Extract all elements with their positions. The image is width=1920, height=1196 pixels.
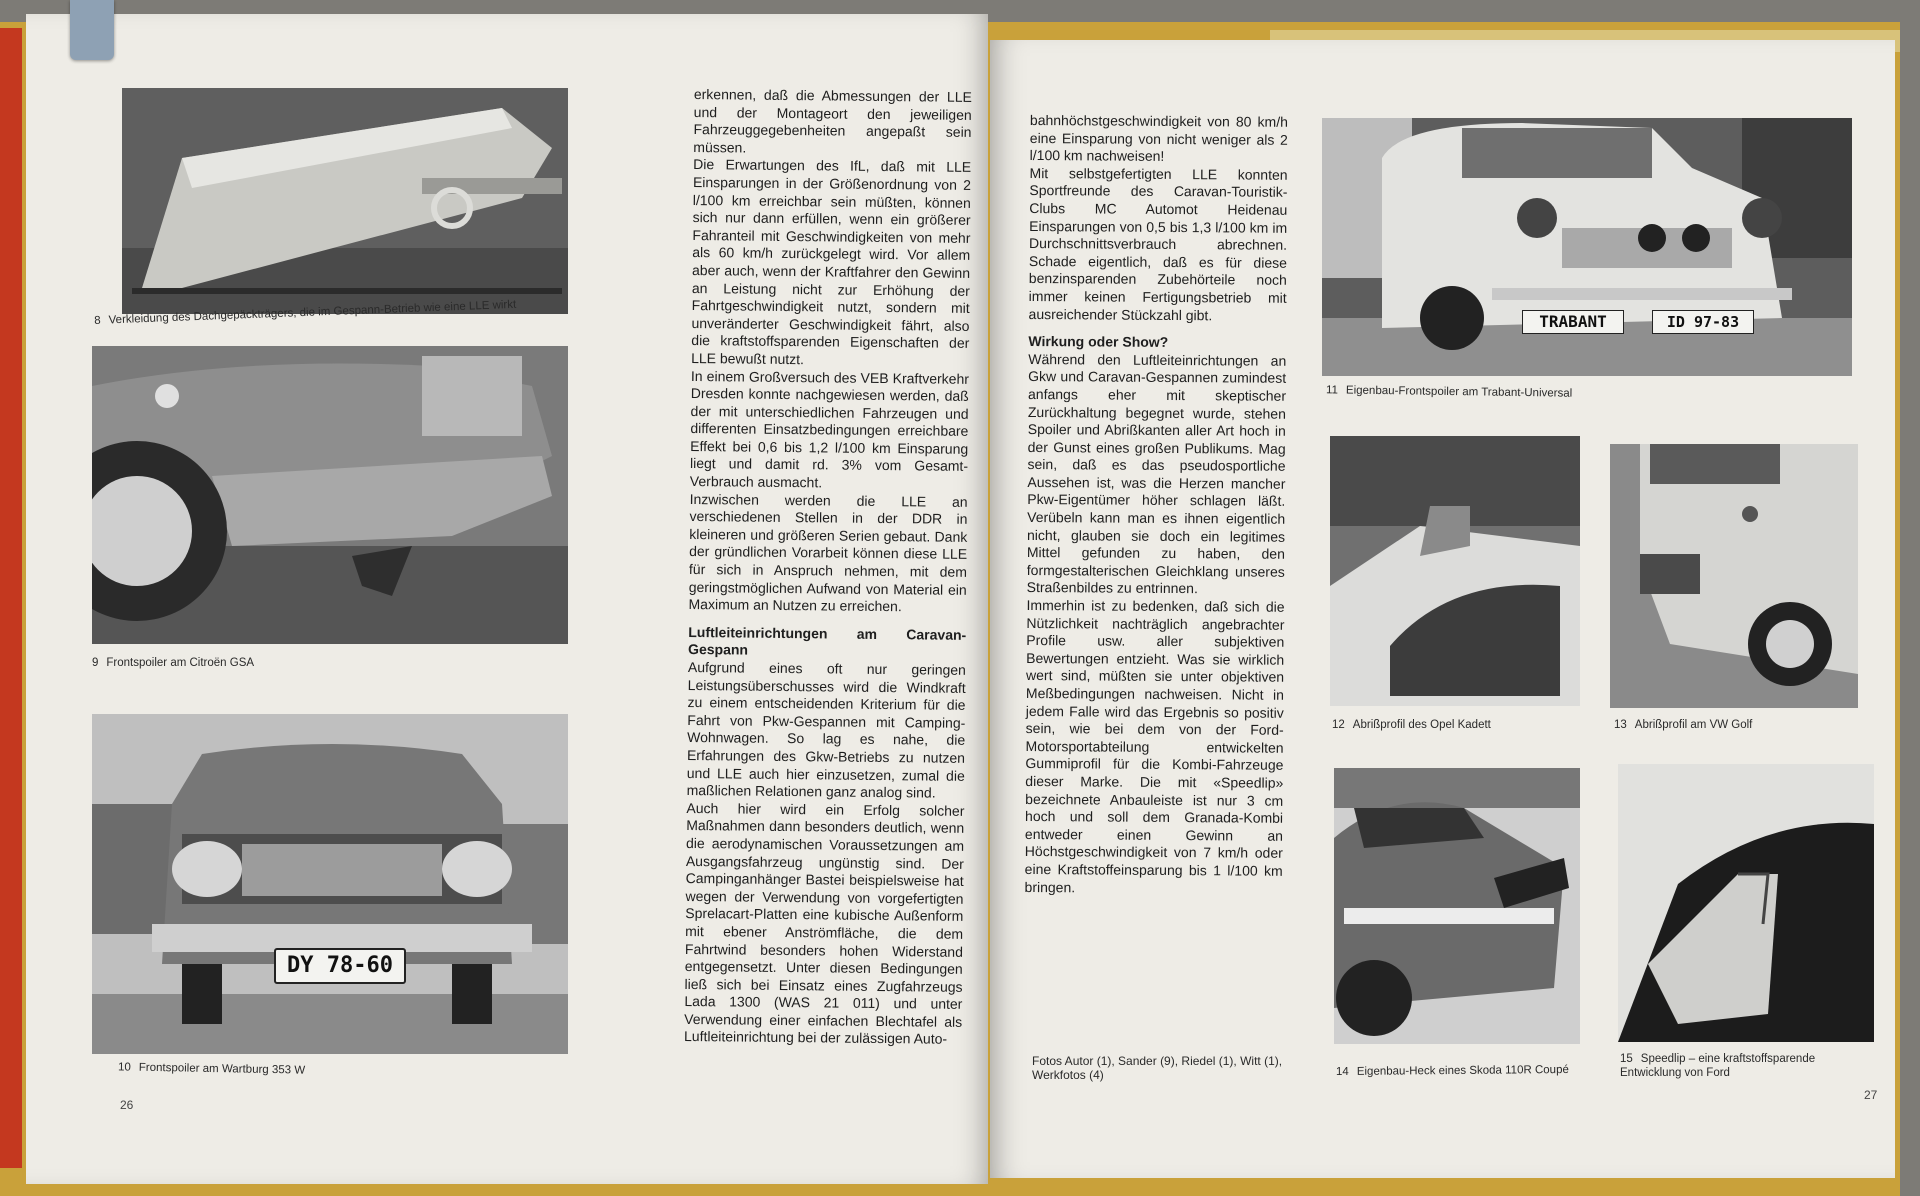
caption-fig-12: 12 Abrißprofil des Opel Kadett [1332, 719, 1491, 731]
paragraph: bahnhöchstgeschwindigkeit von 80 km/h eine Einsparung von nicht weniger als 2 l/100 km nachweisen! [1029, 112, 1288, 165]
photo-trabant-universal [1322, 118, 1852, 376]
caption-fig-14: 14 Eigenbau-Heck eines Skoda 110R Coupé [1335, 1063, 1569, 1079]
caption-fig-8: 8 Verkleidung des Dachgepäckträgers, die im Gespann-Betrieb wie eine LLE wirkt [94, 298, 517, 327]
page-number-left: 26 [120, 1098, 134, 1112]
paragraph: Mit selbstgefertigten LLE konnten Sportfreunde des Caravan-Touristik-Clubs MC Automot Heidenau Einsparungen von 0,5 bis 1,3 l/100 km im Durchschnittsverbrauch abrechnen. Schade eigentlich, daß es für diese benzinsparenden Zubehörteile noch immer keinen Fertigungsbetrieb mit ausreichender Stückzahl gibt. [1028, 164, 1288, 323]
paragraph: erkennen, daß die Abmessungen der LLE und der Montageort den jeweiligen Fahrzeuggegebenheiten angepaßt sein müssen. [693, 86, 972, 156]
text-column-right [1025, 112, 1288, 898]
cover-spine-edge [0, 28, 22, 1168]
text-column-left [684, 86, 972, 1049]
photo-opel-kadett [1330, 436, 1580, 706]
paragraph: Während den Luftleiteinrichtungen an Gkw und Caravan-Gespannen zumindest anfangs eher mit skeptischer Zurückhaltung begegnet wurde, stehen Spoiler und Abrißkanten aller Art hoch in der Gunst eines großen Publikums. Mag sein, daß es das pseudosportliche Aussehen ist, was die Herzen mancher Pkw-Eigentümer höher schlagen läßt. Verübeln kann man es ihnen eigentlich nicht, glauben sie doch ein legitimes Mittel gefunden zu haben, den formgestalterischen Gleichklang unseres Straßenbildes zu entrinnen. [1026, 350, 1287, 597]
page-number-right: 27 [1864, 1088, 1878, 1102]
photo-wartburg-353w [92, 714, 568, 1054]
photo-vw-golf [1610, 444, 1858, 708]
paragraph: Auch hier wird ein Erfolg solcher Maßnahmen dann besonders deutlich, wenn die aerodynamischen Voraussetzungen am Ausgangsfahrzeug ungünstig sind. Der Campinganhänger Bastei beispielsweise hat wegen der Verwendung von vorgefertigten Sprelacart-Platten eine kubische Außenform mit ebener Anströmfläche, die dem Fahrtwind besonders hohen Widerstand entgegensetzt. Unter diesen Bedingungen ließ sich bei Einsatz eines Zugfahrzeugs Lada 1300 (WAS 21 011) und unter Verwendung einer einfachen Blechtafel als Luftleiteinrichtung bei der zulässigen Auto- [683, 799, 965, 1048]
left-page [26, 14, 988, 1184]
section-heading: Luftleiteinrichtungen am Caravan-Gespann [688, 623, 967, 659]
section-heading: Wirkung oder Show? [1028, 333, 1169, 351]
caption-fig-10: 10 Frontspoiler am Wartburg 353 W [117, 1061, 306, 1077]
license-plate-wartburg: DY 78-60 [274, 948, 406, 984]
license-plate-trabant: TRABANT ID 97-83 [1522, 310, 1762, 334]
photo-citroen-gsa-frontspoiler [92, 346, 568, 644]
caption-fig-13: 13 Abrißprofil am VW Golf [1614, 719, 1753, 731]
caption-fig-11: 11 Eigenbau-Frontspoiler am Trabant-Universal [1325, 384, 1573, 400]
photo-ford-speedlip [1618, 764, 1874, 1042]
photo-roof-rack-fairing [122, 88, 568, 314]
photo-skoda-110r-coupe [1334, 768, 1580, 1044]
paragraph: Aufgrund eines oft nur geringen Leistungsüberschusses wird die Windkraft zu einem entscheidenden Kriterium für die Fahrt von Pkw-Gespannen mit Camping-Wohnwagen. So lag es nahe, die Erfahrungen des Gkw-Betriebs zu nutzen und LLE auch hier einzusetzen, zumal die maßlichen Relationen ganz analog sind. [686, 658, 966, 801]
caption-fig-15: 15 Speedlip – eine kraftstoffsparende Entwicklung von Ford [1620, 1053, 1816, 1079]
paragraph: Inzwischen werden die LLE an verschiedenen Stellen in der DDR in kleineren und größeren Serien gebaut. Dank der gründlichen Vorarbeit können diese LLE für sich in Anspruch nehmen, mit dem geringstmöglichen Aufwand von Material ein Maximum an Nutzen zu erreichen. [688, 490, 968, 615]
paragraph: Immerhin ist zu bedenken, daß sich die Nützlichkeit nachträglich angebrachter Profile usw. aller subjektiven Bewertungen entzieht. Was sie wirklich wert sind, müßten sie unter objektiven Meßbedingungen nachweisen. Nicht in jedem Falle wird das Ergebnis so positiv sein, wie bei dem von der Ford-Motorsportabteilung entwickelten Gummiprofil für die Kombi-Fahrzeuge dieser Marke. Die mit «Speedlip» bezeichnete Anbauleiste ist nur 3 cm hoch und soll dem Granada-Kombi entweder einen Gewinn an Höchstgeschwindigkeit von 7 km/h oder eine Kraftstoffeinsparung bis 1 l/100 km bringen. [1024, 597, 1285, 895]
paper-clip [70, 0, 114, 60]
right-page [990, 40, 1895, 1178]
caption-fig-9: 9 Frontspoiler am Citroën GSA [92, 657, 255, 669]
photo-credits: Fotos Autor (1), Sander (9), Riedel (1), Witt (1), Werkfotos (4) [1032, 1054, 1283, 1082]
paragraph: In einem Großversuch des VEB Kraftverkehr Dresden konnte nachgewiesen werden, daß der mit unterschiedlichen Fahrzeugen und differenten Einsatzbedingungen erreichbare Effekt bei 0,6 bis 1,2 l/100 km Einsparung liegt und damit rd. 3% vom Gesamt-Verbrauch ausmacht. [689, 367, 970, 491]
paragraph: Die Erwartungen des IfL, daß mit LLE Einsparungen in der Größenordnung von 2 l/100 km erreichbar sein müßten, können sich nur dann erfüllen, wenn ein größerer Fahranteil mit Geschwindigkeiten von mehr als 60 km/h zurückgelegt wird. Vor allem aber auch, wenn der Kraftfahrer den Gewinn an Leistung nicht zur Erhöhung der Fahrtgeschwindigkeit nutzt, sondern mit unveränderter Geschwindigkeit fährt, also die kraftstoffsparenden Eigenschaften der LLE bewußt nutzt. [691, 156, 972, 368]
